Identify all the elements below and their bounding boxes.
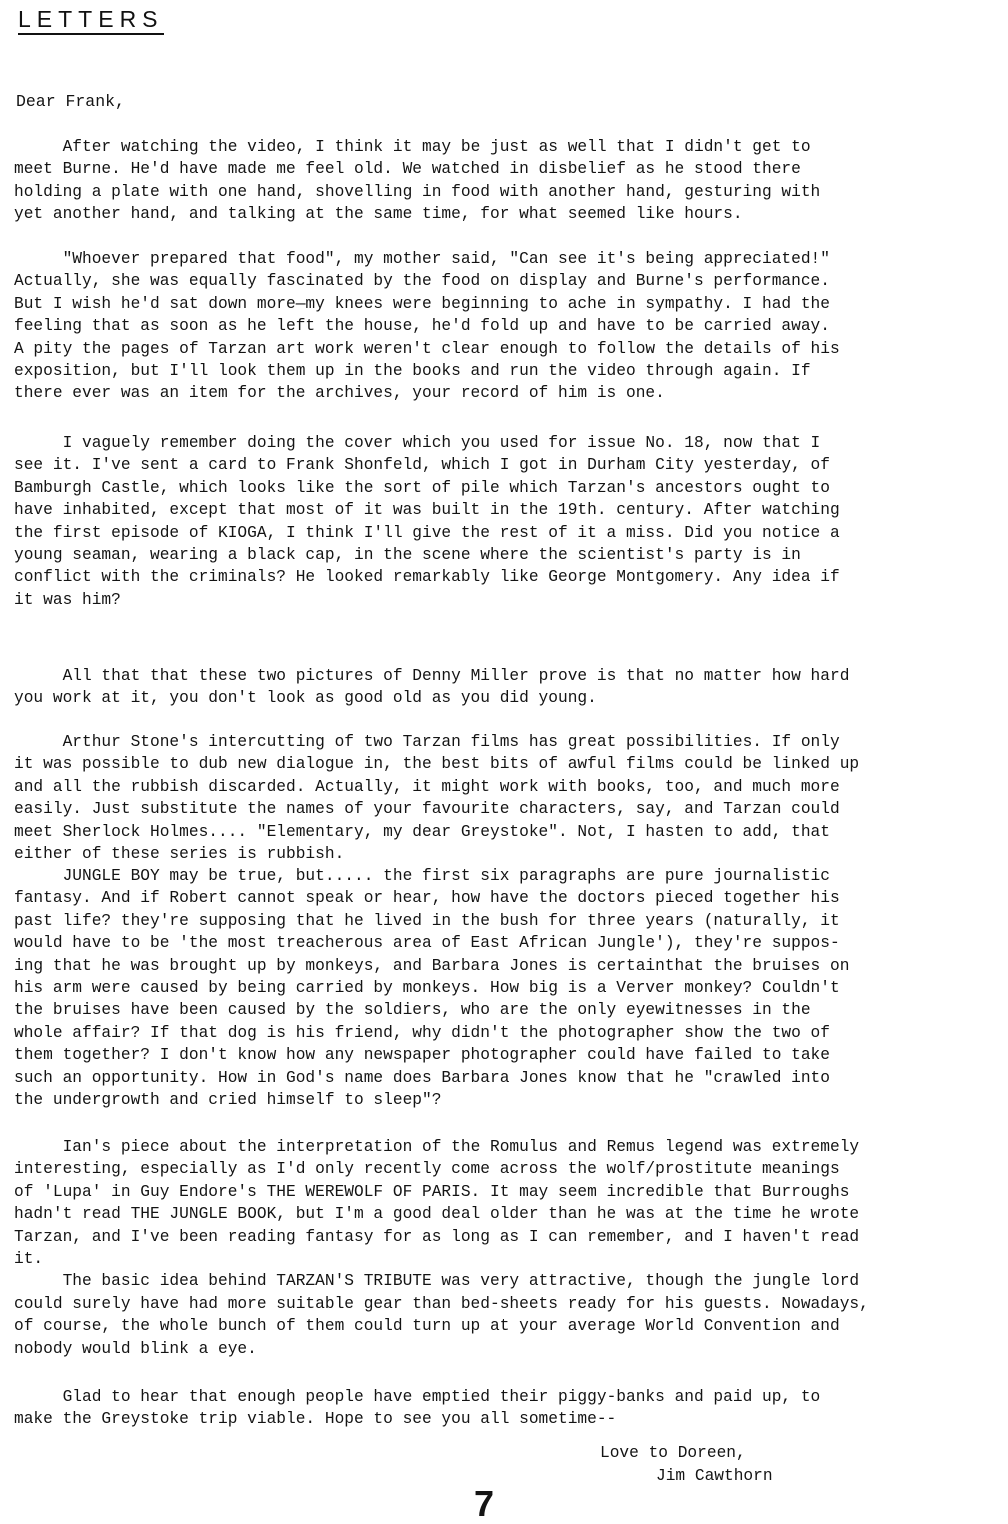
letter-paragraph-5: Arthur Stone's intercutting of two Tarzan films has great possibilities. If only it was possible to dub new dialogue in, the best bits of awful films could be linked up and all the rubbish discarded. Actually, it might work with books, too, and much more easily. Just substitute the names of your favourite characters, say, and Tarzan could meet Sherlock Holmes.... "Elementary, my dear Greystoke". Not, I hasten to add, that either of these series is rubbish. [14,733,860,864]
letter-paragraph-2: "Whoever prepared that food", my mother said, "Can see it's being appreciated!" Actually, she was equally fascinated by the food on display and Burne's performance. But I wish he'd sat down more—my knees were beginning to ache in sympathy. I had the feeling that as soon as he left the house, he'd fold up and have to be carried away. A pity the pages of Tarzan art work weren't clear enough to follow the details of his exposition, but I'll look them up in the books and run the video through again. If there ever was an item for the archives, your record of him is one. [14,250,840,403]
letter-paragraph-3: I vaguely remember doing the cover which you used for issue No. 18, now that I see it. I've sent a card to Frank Shonfeld, which I got in Durham City yesterday, of Bamburgh Castle, which looks like the sort of pile which Tarzan's ancestors ought to have inhabited, except that most of it was built in the 19th. century. After watching the first episode of KIOGA, I think I'll give the rest of it a miss. Did you notice a young seaman, wearing a black cap, in the scene where the scientist's party is in conflict with the criminals? He looked remarkably like George Montgomery. Any idea if it was him? [14,434,840,609]
letter-paragraph-8: Glad to hear that enough people have emptied their piggy-banks and paid up, to make the Greystoke trip viable. Hope to see you all sometime-- [14,1388,821,1429]
letter-paragraph-4: All that that these two pictures of Denny Miller prove is that no matter how hard you work at it, you don't look as good old as you did young. [14,667,850,708]
letter-signature: Jim Cawthorn [656,1467,773,1485]
section-title: LETTERS [18,6,164,35]
letter-paragraph-1: After watching the video, I think it may be just as well that I didn't get to meet Burne. He'd have made me feel old. We watched in disbelief as he stood there holding a plate with one hand, shovelling in food with another hand, gesturing with yet another hand, and talking at the same time, for what seemed like hours. [14,138,821,224]
letter-closing: Love to Doreen, [600,1444,746,1462]
letter-salutation: Dear Frank, [16,92,125,111]
page-number: 7 [474,1483,495,1524]
letter-paragraph-7: Ian's piece about the interpretation of the Romulus and Remus legend was extremely interesting, especially as I'd only recently come across the wolf/prostitute meanings of 'Lupa' in Guy Endore's THE WEREWOLF OF PARIS. It may seem incredible that Burroughs hadn't read THE JUNGLE BOOK, but I'm a good deal older than he was at the time he wrote Tarzan, and I've been reading fantasy for as long as I can remember, and I haven't read it. The basic idea behind TARZAN'S TRIBUTE was very attractive, though the jungle lord could surely have had more suitable gear than bed-sheets ready for his guests. Nowadays, of course, the whole bunch of them could turn up at your average World Convention and nobody would blink a eye. [14,1138,869,1358]
letter-paragraph-6: JUNGLE BOY may be true, but..... the first six paragraphs are pure journalistic fantasy. And if Robert cannot speak or hear, how have the doctors pieced together his past life? they're supposing that he lived in the bush for three years (naturally, it would have to be 'the most treacherous area of East African Jungle'), they're suppos- ing that he was brought up by monkeys, and Barbara Jones is certainthat the bruises on his arm were caused by being carried by monkeys. How big is a Verver monkey? Couldn't the bruises have been caused by the soldiers, who are the only eyewitnesses in the whole affair? If that dog is his friend, why didn't the photographer show the two of them together? I don't know how any newspaper photographer could have failed to take such an opportunity. How in God's name does Barbara Jones know that he "crawled into the undergrowth and cried himself to sleep"? [14,867,850,1110]
